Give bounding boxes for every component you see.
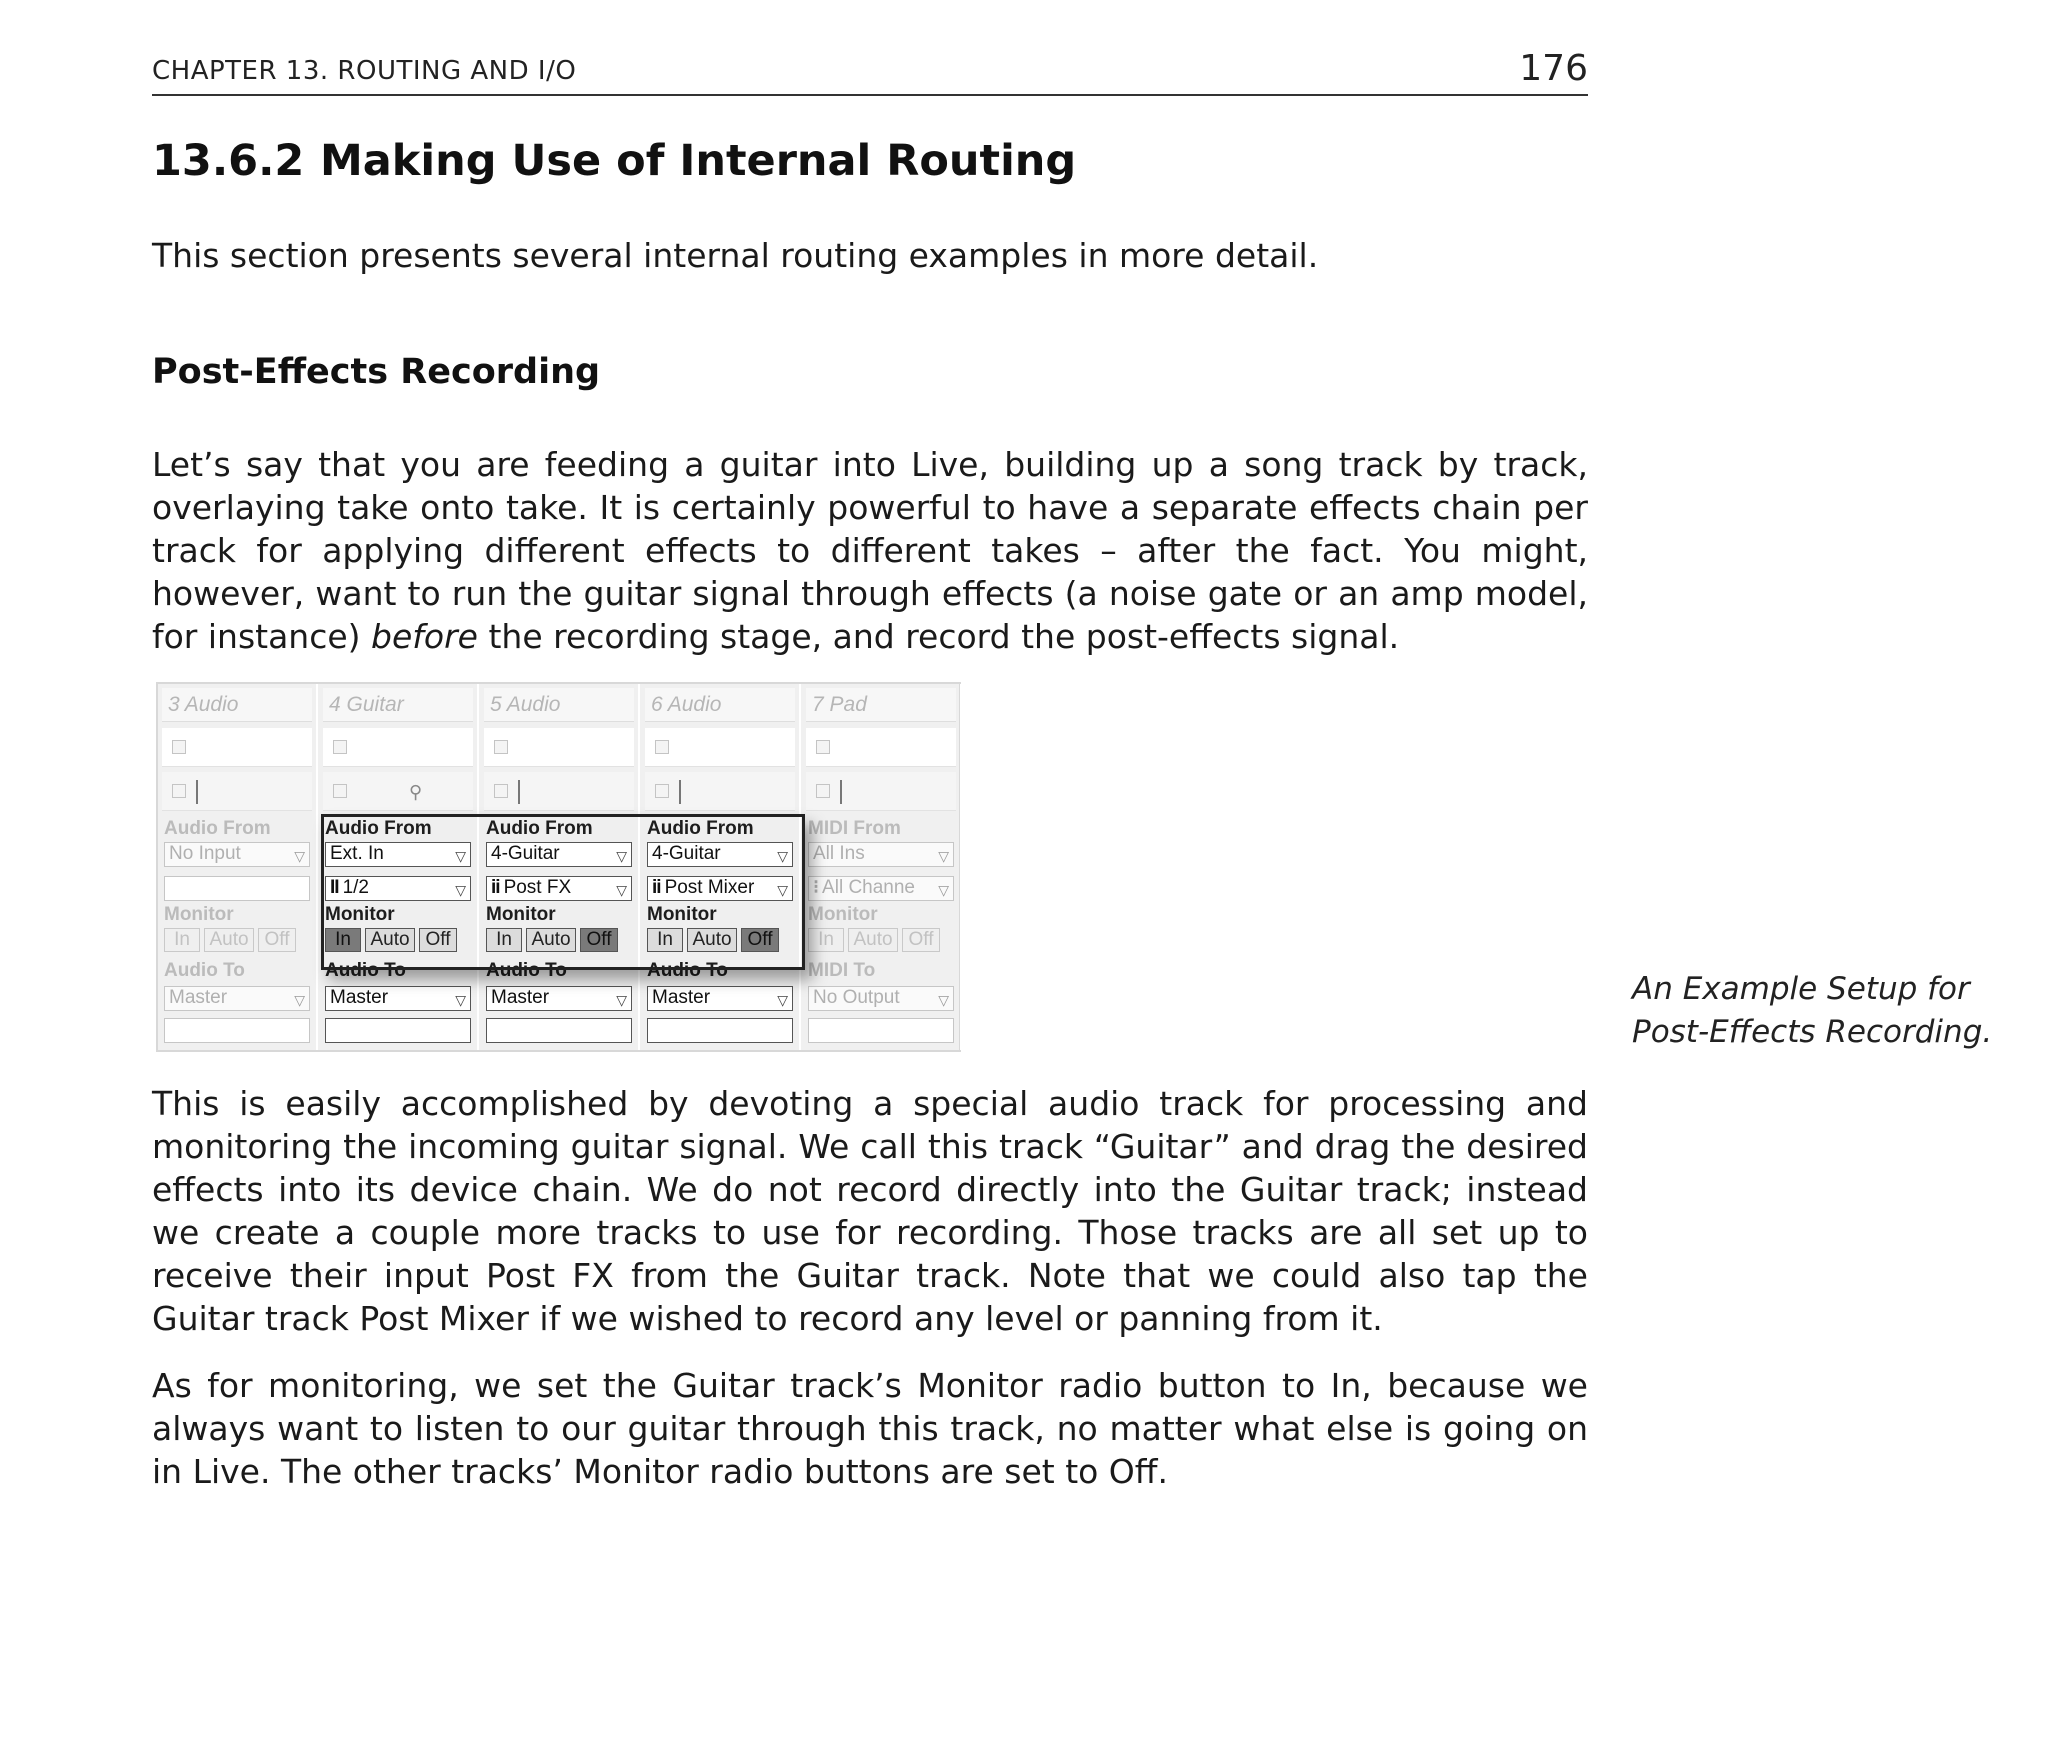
- chevron-down-icon: ▽: [294, 992, 305, 1008]
- input-type-chooser[interactable]: [647, 842, 793, 867]
- chevron-down-icon: ▽: [777, 882, 788, 898]
- input-type-label: Audio From: [325, 818, 432, 839]
- input-type-value: 4-Guitar: [652, 843, 721, 864]
- intro-paragraph: This section presents several internal routing examples in more detail.: [152, 236, 1319, 275]
- clip-stop-button[interactable]: [333, 740, 347, 754]
- output-channel-chooser[interactable]: [486, 1018, 632, 1043]
- subsection-heading: Post-Effects Recording: [152, 352, 601, 392]
- caption-line-2: Post-Effects Recording.: [1632, 1014, 1993, 1050]
- channel-icon: ⁝: [813, 877, 819, 898]
- output-type-chooser[interactable]: [486, 986, 632, 1011]
- monitor-off-button[interactable]: Off: [580, 928, 618, 952]
- paragraph-1-text-a: Let’s say that you are feeding a guitar into Live, building up a song track by track, overlaying take onto take. It is certainly powerful to have a separate effects chain per track for applying different effects to different takes – after the fact. You might, however, want to run the guitar signal through effects (a noise gate or an amp model, for instance): [152, 445, 1588, 656]
- chevron-down-icon: ▽: [294, 848, 305, 864]
- paragraph-3: As for monitoring, we set the Guitar track’s Monitor radio button to In, because we always want to listen to our guitar through this track, no matter what else is going on in Live. The other tracks’ Monitor radio buttons are set to Off.: [152, 1366, 1588, 1491]
- input-type-label: Audio From: [647, 818, 754, 839]
- chevron-down-icon: ▽: [616, 848, 627, 864]
- channel-icon: II: [330, 877, 339, 898]
- paragraph-1-text-b: the recording stage, and record the post-effects signal.: [477, 617, 1400, 656]
- chevron-down-icon: ▽: [616, 882, 627, 898]
- input-type-chooser[interactable]: [164, 842, 310, 867]
- chevron-down-icon: ▽: [938, 882, 949, 898]
- input-type-label: MIDI From: [808, 818, 901, 839]
- paragraph-1-emphasis: before: [371, 617, 478, 656]
- monitor-auto-button[interactable]: Auto: [687, 928, 737, 952]
- mixer-track-4: [641, 684, 801, 1050]
- input-type-label: Audio From: [164, 818, 271, 839]
- output-type-value: Master: [652, 987, 711, 1008]
- cursor-bar-icon: [840, 780, 842, 804]
- clip-slot[interactable]: [806, 728, 956, 767]
- paragraph-2: This is easily accomplished by devoting a special audio track for processing and monitoring the incoming guitar signal. We call this track “Guitar” and drag the desired effects into its device chain. We do not record directly into the Guitar track; instead we create a couple more tracks to use for recording. Those tracks are all set up to receive their input Post FX from the Guitar track. Note that we could also tap the Guitar track Post Mixer if we wished to record any level or panning from it.: [152, 1084, 1588, 1338]
- input-channel-value: Post FX: [503, 877, 572, 898]
- clip-slot[interactable]: [323, 728, 473, 767]
- output-type-label: Audio To: [486, 960, 567, 981]
- section-title: Making Use of Internal Routing: [320, 136, 1077, 186]
- chevron-down-icon: ▽: [455, 882, 466, 898]
- output-type-chooser[interactable]: [647, 986, 793, 1011]
- clip-slot[interactable]: [484, 772, 634, 811]
- monitor-label: Monitor: [486, 904, 556, 925]
- input-channel-value: 1/2: [342, 877, 369, 898]
- monitor-auto-button[interactable]: Auto: [526, 928, 576, 952]
- monitor-in-button[interactable]: In: [808, 928, 844, 952]
- running-header: [152, 48, 1588, 96]
- chevron-down-icon: ▽: [777, 992, 788, 1008]
- track-title[interactable]: 4 Guitar: [323, 688, 473, 722]
- mixer-track-1: [158, 684, 318, 1050]
- mixer-track-5: [802, 684, 962, 1050]
- monitor-label: Monitor: [164, 904, 234, 925]
- output-type-label: Audio To: [325, 960, 406, 981]
- chevron-down-icon: ▽: [938, 992, 949, 1008]
- input-channel-chooser[interactable]: [164, 876, 310, 901]
- chevron-down-icon: ▽: [455, 848, 466, 864]
- monitor-auto-button[interactable]: Auto: [365, 928, 415, 952]
- mixer-track-3: [480, 684, 640, 1050]
- clip-slot[interactable]: [806, 772, 956, 811]
- clip-slot[interactable]: [162, 772, 312, 811]
- output-type-value: Master: [169, 987, 228, 1008]
- clip-slot[interactable]: [645, 772, 795, 811]
- section-heading: [152, 136, 1076, 186]
- monitor-off-button[interactable]: Off: [902, 928, 940, 952]
- input-channel-chooser[interactable]: [325, 876, 471, 901]
- monitor-off-button[interactable]: Off: [741, 928, 779, 952]
- input-type-value: No Input: [169, 843, 241, 864]
- output-channel-chooser[interactable]: [164, 1018, 310, 1043]
- clip-slot[interactable]: [323, 772, 473, 811]
- paragraph-1: [152, 443, 1588, 658]
- clip-slot[interactable]: [162, 728, 312, 767]
- output-type-chooser[interactable]: [808, 986, 954, 1011]
- cursor-bar-icon: [196, 780, 198, 804]
- output-type-label: Audio To: [164, 960, 245, 981]
- monitor-auto-button[interactable]: Auto: [848, 928, 898, 952]
- cursor-bar-icon: [518, 780, 520, 804]
- cursor-bar-icon: [679, 780, 681, 804]
- output-type-value: Master: [330, 987, 389, 1008]
- output-channel-chooser[interactable]: [808, 1018, 954, 1043]
- track-title[interactable]: 7 Pad: [806, 688, 956, 722]
- figure-caption: [1632, 968, 2032, 1054]
- output-type-chooser[interactable]: [325, 986, 471, 1011]
- input-type-chooser[interactable]: [325, 842, 471, 867]
- input-type-chooser[interactable]: [486, 842, 632, 867]
- monitor-label: Monitor: [808, 904, 878, 925]
- caption-line-1: An Example Setup for: [1632, 971, 1970, 1007]
- chapter-title: CHAPTER 13. ROUTING AND I/O: [152, 56, 577, 86]
- monitor-in-button[interactable]: In: [325, 928, 361, 952]
- clip-stop-button[interactable]: [172, 784, 186, 798]
- page-number: 176: [1519, 48, 1588, 89]
- chevron-down-icon: ▽: [455, 992, 466, 1008]
- input-type-value: Ext. In: [330, 843, 384, 864]
- output-type-value: No Output: [813, 987, 900, 1008]
- clip-slot[interactable]: [645, 728, 795, 767]
- monitor-in-button[interactable]: In: [647, 928, 683, 952]
- input-type-value: 4-Guitar: [491, 843, 560, 864]
- monitor-label: Monitor: [647, 904, 717, 925]
- output-type-label: MIDI To: [808, 960, 876, 981]
- chevron-down-icon: ▽: [938, 848, 949, 864]
- clip-stop-button[interactable]: [655, 740, 669, 754]
- clip-stop-button[interactable]: [494, 740, 508, 754]
- monitor-in-button[interactable]: In: [164, 928, 200, 952]
- clip-stop-button[interactable]: [655, 784, 669, 798]
- clip-slot[interactable]: [484, 728, 634, 767]
- input-channel-value: Post Mixer: [664, 877, 755, 898]
- microphone-icon: ⚲: [409, 782, 423, 802]
- clip-stop-button[interactable]: [816, 740, 830, 754]
- input-channel-chooser[interactable]: [808, 876, 954, 901]
- input-channel-value: All Channe: [822, 877, 915, 898]
- output-channel-chooser[interactable]: [647, 1018, 793, 1043]
- channel-icon: ii: [491, 877, 500, 898]
- monitor-label: Monitor: [325, 904, 395, 925]
- mixer-figure: [156, 682, 961, 1052]
- input-channel-chooser[interactable]: [486, 876, 632, 901]
- track-title[interactable]: 6 Audio: [645, 688, 795, 722]
- clip-stop-button[interactable]: [172, 740, 186, 754]
- track-title[interactable]: 3 Audio: [162, 688, 312, 722]
- track-title[interactable]: 5 Audio: [484, 688, 634, 722]
- output-type-label: Audio To: [647, 960, 728, 981]
- monitor-in-button[interactable]: In: [486, 928, 522, 952]
- chevron-down-icon: ▽: [777, 848, 788, 864]
- section-number: 13.6.2: [152, 136, 305, 186]
- output-channel-chooser[interactable]: [325, 1018, 471, 1043]
- monitor-off-button[interactable]: Off: [258, 928, 296, 952]
- clip-stop-button[interactable]: [816, 784, 830, 798]
- clip-stop-button[interactable]: [494, 784, 508, 798]
- input-type-chooser[interactable]: [808, 842, 954, 867]
- chevron-down-icon: ▽: [616, 992, 627, 1008]
- monitor-auto-button[interactable]: Auto: [204, 928, 254, 952]
- output-type-value: Master: [491, 987, 550, 1008]
- clip-stop-button[interactable]: [333, 784, 347, 798]
- input-type-label: Audio From: [486, 818, 593, 839]
- monitor-off-button[interactable]: Off: [419, 928, 457, 952]
- channel-icon: ii: [652, 877, 661, 898]
- output-type-chooser[interactable]: [164, 986, 310, 1011]
- input-type-value: All Ins: [813, 843, 865, 864]
- input-channel-chooser[interactable]: [647, 876, 793, 901]
- mixer-track-2: [319, 684, 479, 1050]
